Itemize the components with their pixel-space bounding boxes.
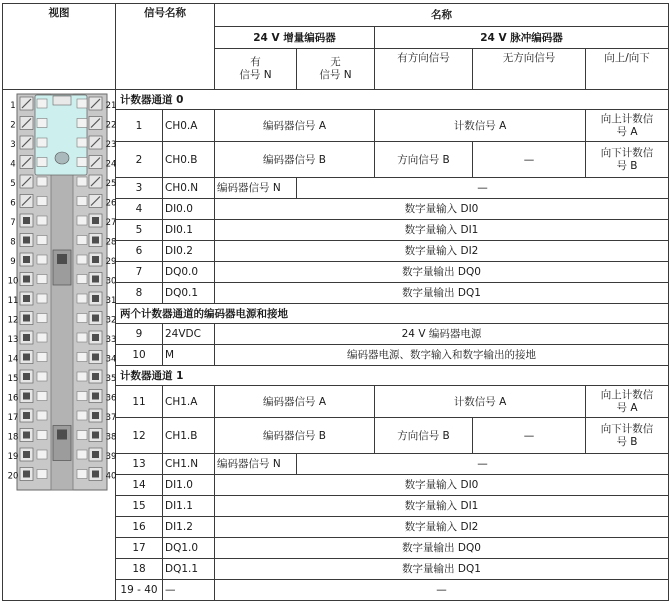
row-number: 19 - 40 <box>116 580 163 601</box>
terminal-slot-left <box>37 216 47 225</box>
header-with-dir: 有方向信号 <box>375 49 473 90</box>
signal-name: DQ0.1 <box>163 283 215 304</box>
without-dir-cell: — <box>473 418 586 454</box>
row-number: 18 <box>116 559 163 580</box>
bridge-contact <box>57 430 67 440</box>
terminal-slot-left <box>37 158 47 167</box>
terminal-slot-right <box>77 99 87 108</box>
row-number: 13 <box>116 454 163 475</box>
terminal-contact-left <box>23 451 30 458</box>
terminal-slot-right <box>77 333 87 342</box>
not-applicable-cell: — <box>297 178 669 199</box>
terminal-number-left: 20 <box>7 471 19 482</box>
section-power: 两个计数器通道的编码器电源和接地 <box>116 304 669 324</box>
terminal-slot-right <box>77 372 87 381</box>
description-cell: 数字量输入 DI2 <box>215 241 669 262</box>
signal-name: DQ0.0 <box>163 262 215 283</box>
terminal-slot-left <box>37 236 47 245</box>
header-name: 名称 <box>215 4 669 27</box>
terminal-number-right: 22 <box>105 120 117 131</box>
terminal-number-right: 25 <box>105 179 117 189</box>
terminal-contact-left <box>23 354 30 361</box>
terminal-contact-right <box>92 315 99 322</box>
terminal-number-right: 31 <box>105 296 117 306</box>
terminal-slot-right <box>77 470 87 479</box>
terminal-number-left: 15 <box>7 374 19 384</box>
row-number: 17 <box>116 538 163 559</box>
terminal-contact-left <box>23 295 30 302</box>
up-down-cell: 向下计数信 号 B <box>586 142 669 178</box>
up-down-cell: 向下计数信 号 B <box>586 418 669 454</box>
terminal-slot-right <box>77 431 87 440</box>
inc-encoder-cell: 编码器信号 A <box>215 386 375 418</box>
terminal-contact-right <box>92 256 99 263</box>
up-down-cell: 向上计数信 号 A <box>586 110 669 142</box>
terminal-number-right: 37 <box>105 413 117 423</box>
header-up-down: 向上/向下 <box>586 49 669 90</box>
terminal-contact-left <box>23 237 30 244</box>
terminal-number-left: 12 <box>7 315 19 326</box>
row-number: 14 <box>116 475 163 496</box>
terminal-slot-left <box>37 372 47 381</box>
description-cell: — <box>215 580 669 601</box>
terminal-number-left: 3 <box>10 140 16 150</box>
description-cell: 数字量输出 DQ0 <box>215 262 669 283</box>
terminal-contact-left <box>23 217 30 224</box>
terminal-number-left: 10 <box>7 276 19 287</box>
terminal-contact-right <box>92 373 99 380</box>
signal-name: — <box>163 580 215 601</box>
description-cell: 数字量输入 DI1 <box>215 496 669 517</box>
terminal-number-left: 8 <box>10 237 16 248</box>
terminal-slot-right <box>77 236 87 245</box>
terminal-number-right: 33 <box>105 335 117 345</box>
terminal-number-left: 2 <box>10 120 16 131</box>
pin-assignment-table <box>2 3 669 601</box>
terminal-number-right: 35 <box>105 374 117 384</box>
terminal-number-right: 34 <box>105 354 117 365</box>
row-number: 10 <box>116 345 163 366</box>
terminal-contact-left <box>23 412 30 419</box>
row-number: 1 <box>116 110 163 142</box>
terminal-number-right: 28 <box>105 237 117 248</box>
description-cell: 编码器电源、数字输入和数字输出的接地 <box>215 345 669 366</box>
terminal-number-right: 26 <box>105 198 117 209</box>
inc-encoder-cell: 编码器信号 B <box>215 418 375 454</box>
not-applicable-cell: — <box>297 454 669 475</box>
terminal-number-right: 30 <box>105 276 117 287</box>
terminal-number-right: 38 <box>105 432 117 443</box>
terminal-number-right: 24 <box>105 159 117 170</box>
terminal-slot-left <box>37 450 47 459</box>
terminal-slot-left <box>37 333 47 342</box>
inc-encoder-cell: 编码器信号 B <box>215 142 375 178</box>
terminal-contact-left <box>23 315 30 322</box>
terminal-slot-left <box>37 197 47 206</box>
row-number: 7 <box>116 262 163 283</box>
terminal-contact-left <box>23 256 30 263</box>
terminal-number-left: 1 <box>10 101 16 111</box>
row-number: 16 <box>116 517 163 538</box>
terminal-number-left: 9 <box>10 257 16 267</box>
row-number: 12 <box>116 418 163 454</box>
terminal-number-right: 39 <box>105 452 117 462</box>
terminal-slot-right <box>77 450 87 459</box>
terminal-slot-left <box>37 275 47 284</box>
up-down-cell: 向上计数信 号 A <box>586 386 669 418</box>
module-view <box>3 90 116 601</box>
signal-name: CH1.N <box>163 454 215 475</box>
signal-name: M <box>163 345 215 366</box>
terminal-contact-right <box>92 276 99 283</box>
header-row-1 <box>3 4 669 27</box>
terminal-contact-right <box>92 412 99 419</box>
terminal-number-left: 6 <box>10 198 16 209</box>
terminal-number-right: 23 <box>105 140 117 150</box>
pulse-encoder-cell: 计数信号 A <box>375 386 586 418</box>
pulse-encoder-cell: 计数信号 A <box>375 110 586 142</box>
terminal-slot-left <box>37 411 47 420</box>
terminal-slot-right <box>77 119 87 128</box>
terminal-slot-left <box>37 99 47 108</box>
terminal-number-left: 11 <box>7 296 19 306</box>
with-dir-cell: 方向信号 B <box>375 142 473 178</box>
signal-name: CH1.A <box>163 386 215 418</box>
terminal-contact-right <box>92 334 99 341</box>
signal-name: 24VDC <box>163 324 215 345</box>
terminal-slot-right <box>77 353 87 362</box>
description-cell: 数字量输入 DI0 <box>215 475 669 496</box>
terminal-contact-left <box>23 334 30 341</box>
terminal-number-left: 18 <box>7 432 19 443</box>
terminal-number-right: 29 <box>105 257 117 267</box>
terminal-slot-left <box>37 138 47 147</box>
terminal-number-right: 21 <box>105 101 117 111</box>
window-latch <box>53 96 71 105</box>
header-inc-encoder: 24 V 增量编码器 <box>215 27 375 49</box>
signal-name: DI1.0 <box>163 475 215 496</box>
terminal-contact-left <box>23 373 30 380</box>
terminal-number-right: 40 <box>105 471 117 482</box>
signal-name: DI1.2 <box>163 517 215 538</box>
terminal-number-left: 13 <box>7 335 19 345</box>
signal-name: CH0.A <box>163 110 215 142</box>
header-pulse-encoder: 24 V 脉冲编码器 <box>375 27 669 49</box>
signal-name: DI0.0 <box>163 199 215 220</box>
header-without-n: 无 信号 N <box>297 49 375 90</box>
signal-name: CH1.B <box>163 418 215 454</box>
section-ch0: 计数器通道 0 <box>116 90 669 110</box>
inc-encoder-n-cell: 编码器信号 N <box>215 454 297 475</box>
terminal-slot-right <box>77 216 87 225</box>
description-cell: 数字量输入 DI0 <box>215 199 669 220</box>
terminal-contact-right <box>92 451 99 458</box>
row-number: 11 <box>116 386 163 418</box>
terminal-contact-right <box>92 354 99 361</box>
terminal-slot-left <box>37 119 47 128</box>
header-view: 视图 <box>3 4 116 90</box>
row-number: 3 <box>116 178 163 199</box>
terminal-contact-right <box>92 393 99 400</box>
bridge-contact <box>57 254 67 264</box>
terminal-contact-right <box>92 295 99 302</box>
row-number: 15 <box>116 496 163 517</box>
description-cell: 数字量输入 DI2 <box>215 517 669 538</box>
terminal-slot-left <box>37 314 47 323</box>
terminal-slot-left <box>37 431 47 440</box>
terminal-number-left: 19 <box>7 452 19 462</box>
signal-name: DQ1.0 <box>163 538 215 559</box>
terminal-contact-right <box>92 471 99 478</box>
row-number: 8 <box>116 283 163 304</box>
terminal-contact-left <box>23 471 30 478</box>
with-dir-cell: 方向信号 B <box>375 418 473 454</box>
row-number: 2 <box>116 142 163 178</box>
signal-name: DI0.1 <box>163 220 215 241</box>
terminal-slot-left <box>37 353 47 362</box>
section-row <box>3 90 669 110</box>
terminal-slot-left <box>37 470 47 479</box>
terminal-number-left: 7 <box>10 218 16 228</box>
description-cell: 数字量输出 DQ0 <box>215 538 669 559</box>
header-signal-name: 信号名称 <box>116 4 215 90</box>
terminal-slot-right <box>77 255 87 264</box>
header-without-dir: 无方向信号 <box>473 49 586 90</box>
terminal-slot-right <box>77 392 87 401</box>
terminal-slot-right <box>77 314 87 323</box>
signal-name: DQ1.1 <box>163 559 215 580</box>
row-number: 6 <box>116 241 163 262</box>
terminal-slot-right <box>77 158 87 167</box>
without-dir-cell: — <box>473 142 586 178</box>
terminal-slot-right <box>77 138 87 147</box>
signal-name: CH0.B <box>163 142 215 178</box>
terminal-slot-right <box>77 197 87 206</box>
terminal-number-right: 27 <box>105 218 117 228</box>
signal-name: DI1.1 <box>163 496 215 517</box>
terminal-block-diagram <box>3 90 115 493</box>
terminal-slot-left <box>37 177 47 186</box>
terminal-contact-left <box>23 276 30 283</box>
row-number: 9 <box>116 324 163 345</box>
description-cell: 数字量输出 DQ1 <box>215 283 669 304</box>
terminal-slot-left <box>37 392 47 401</box>
terminal-number-left: 16 <box>7 393 19 404</box>
terminal-contact-right <box>92 217 99 224</box>
row-number: 5 <box>116 220 163 241</box>
terminal-number-left: 17 <box>7 413 19 423</box>
signal-name: CH0.N <box>163 178 215 199</box>
description-cell: 24 V 编码器电源 <box>215 324 669 345</box>
section-ch1: 计数器通道 1 <box>116 366 669 386</box>
terminal-number-right: 32 <box>105 315 117 326</box>
terminal-number-left: 5 <box>10 179 16 189</box>
terminal-contact-left <box>23 432 30 439</box>
terminal-slot-left <box>37 294 47 303</box>
header-with-n: 有 信号 N <box>215 49 297 90</box>
inc-encoder-cell: 编码器信号 A <box>215 110 375 142</box>
signal-name: DI0.2 <box>163 241 215 262</box>
terminal-slot-left <box>37 255 47 264</box>
terminal-contact-right <box>92 237 99 244</box>
terminal-slot-right <box>77 177 87 186</box>
window-knob <box>55 152 69 164</box>
terminal-number-left: 14 <box>7 354 19 365</box>
terminal-number-right: 36 <box>105 393 117 404</box>
terminal-slot-right <box>77 411 87 420</box>
terminal-slot-right <box>77 294 87 303</box>
row-number: 4 <box>116 199 163 220</box>
inc-encoder-n-cell: 编码器信号 N <box>215 178 297 199</box>
terminal-contact-right <box>92 432 99 439</box>
terminal-contact-left <box>23 393 30 400</box>
terminal-number-left: 4 <box>10 159 16 170</box>
terminal-slot-right <box>77 275 87 284</box>
description-cell: 数字量输入 DI1 <box>215 220 669 241</box>
description-cell: 数字量输出 DQ1 <box>215 559 669 580</box>
